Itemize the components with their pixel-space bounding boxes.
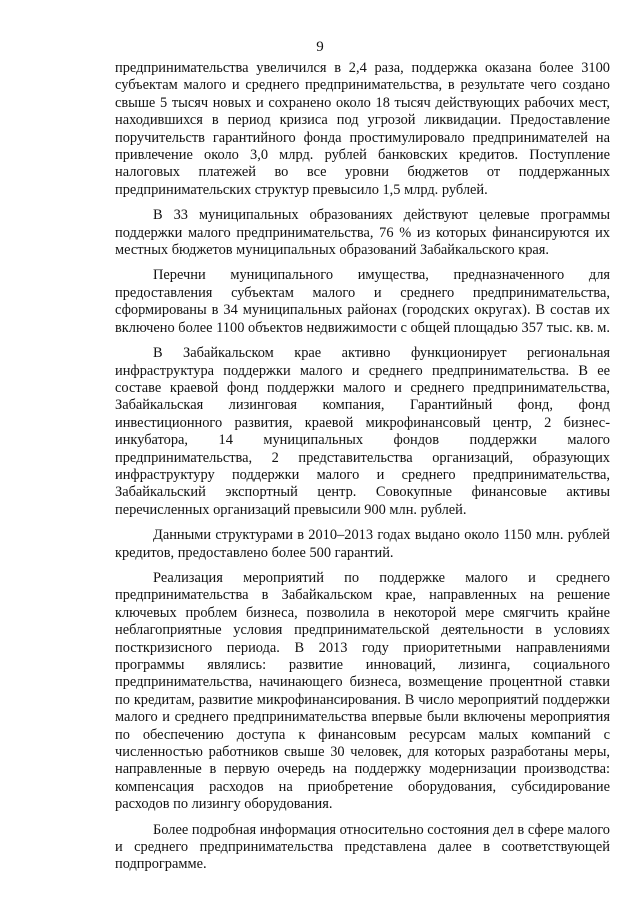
paragraph-municipal-programs: В 33 муниципальных образованиях действуют целевые программы поддержки малого предпринимательства, 76 % из которых финансируются их местных бюджетов муниципальных образований Забайкальского края. — [115, 207, 610, 259]
paragraph-property-lists: Перечни муниципального имущества, предназначенного для предоставления субъектам малого и среднего предпринимательства, сформированы в 34 муниципальных районах (городских округах). В состав их включено более 1100 объектов недвижимости с общей площадью 357 тыс. кв. м. — [115, 267, 610, 336]
paragraph-continuation: предпринимательства увеличился в 2,4 раза, поддержка оказана более 3100 субъектам малого и среднего предпринимательства, в результате чего создано свыше 5 тысяч новых и сохранено около 18 тысяч действующих рабочих мест, находившихся в период кризиса под угрозой ликвидации. Предоставление поручительств гарантийного фонда простимулировало предпринимателей на привлечение около 3,0 млрд. рублей банковских кредитов. Поступление налоговых платежей во все уровни бюджетов от поддержанных предпринимательских структур превысило 1,5 млрд. рублей. — [115, 60, 610, 198]
body-text — [115, 60, 610, 882]
paragraph-credits: Данными структурами в 2010–2013 годах выдано около 1150 млн. рублей кредитов, предоставлено более 500 гарантий. — [115, 527, 610, 561]
page-number: 9 — [316, 39, 324, 55]
paragraph-infrastructure: В Забайкальском крае активно функционирует региональная инфраструктура поддержки малого и среднего предпринимательства. В ее составе краевой фонд поддержки малого и среднего предпринимательства, Забайкальская лизинговая компания, Гарантийный фонд, фонд инвестиционного развития, краевой микрофинансовый центр, 2 бизнес-инкубатора, 14 муниципальных фондов поддержки малого предпринимательства, 2 представительства организаций, образующих инфраструктуру поддержки малого и среднего предпринимательства, Забайкальский экспортный центр. Совокупные финансовые активы перечисленных организаций превысили 900 млн. рублей. — [115, 345, 610, 518]
paragraph-program-implementation: Реализация мероприятий по поддержке малого и среднего предпринимательства в Забайкальском крае, направленных на решение ключевых проблем бизнеса, позволила в некоторой мере смягчить крайне неблагоприятные условия предпринимательской деятельности в условиях посткризисного периода. В 2013 году приоритетными направлениями программы являлись: развитие инноваций, лизинга, социального предпринимательства, начинающего бизнеса, возмещение процентной ставки по кредитам, развитие микрофинансирования. В число мероприятий поддержки малого и среднего предпринимательства впервые были включены мероприятия по обеспечению доступа к финансовым ресурсам малых компаний с численностью работников свыше 30 человек, для которых разработаны меры, направленные в первую очередь на поддержку модернизации производства: компенсация расходов на приобретение оборудования, субсидирование расходов по лизингу оборудования. — [115, 569, 610, 813]
paragraph-further-info: Более подробная информация относительно состояния дел в сфере малого и среднего предпринимательства представлена далее в соответствующей подпрограмме. — [115, 821, 610, 873]
